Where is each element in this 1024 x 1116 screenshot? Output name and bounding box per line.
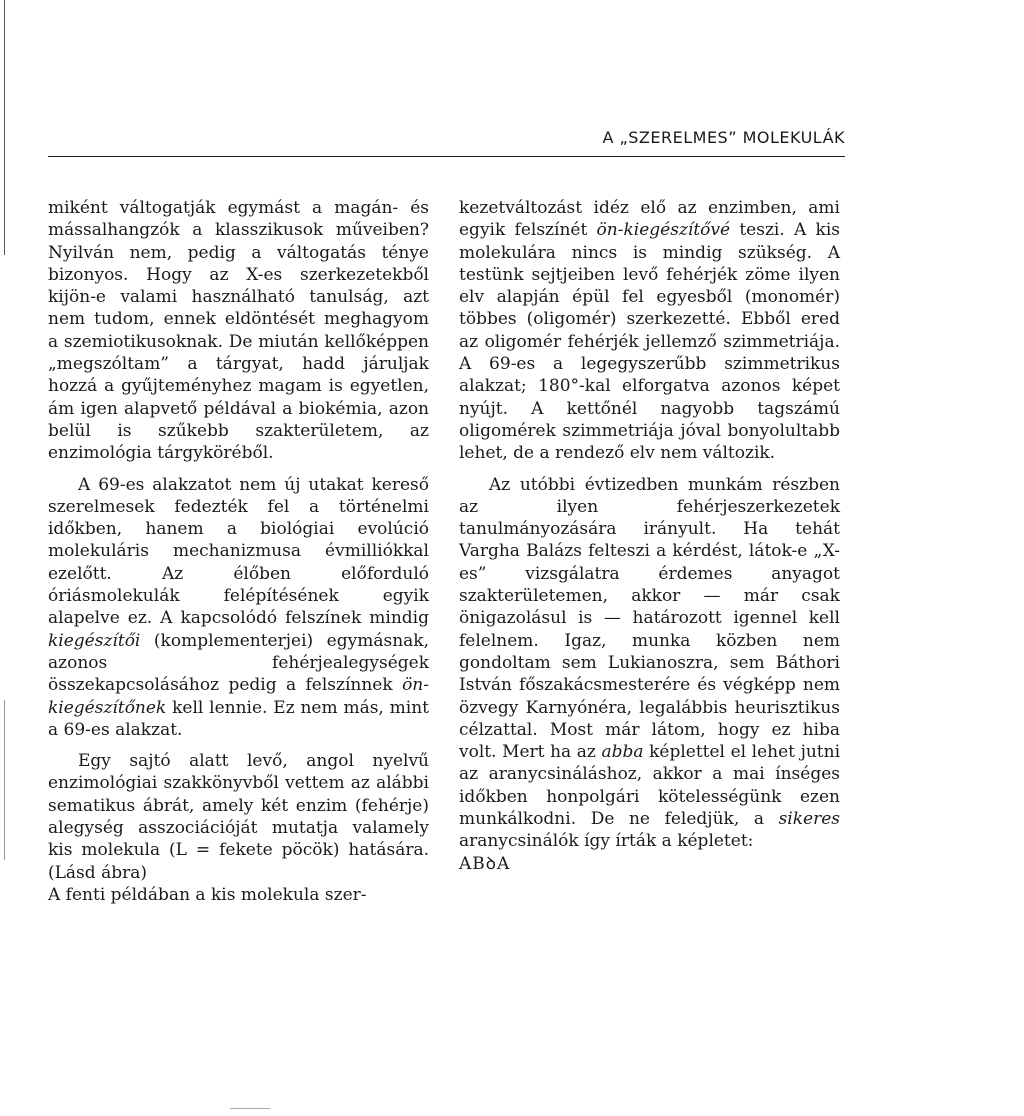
paragraph: A fenti példában a kis molekula szer- bbox=[48, 884, 367, 905]
page-edge-line bbox=[4, 0, 5, 255]
text-run: kezetváltozást idéz elő az enzimben, ami egyik felszínét bbox=[459, 198, 840, 241]
text-run: Az utóbbi évtizedben munkám részben az ilyen fehérjeszerkezetek tanulmányozására irányult. Ha tehát Vargha Balázs felteszi a kérdést, látok-e „X-es” vizsgálatra érdemes anyagot szakterületemen, akkor — már csak önigazolásul is — határozott igennel kell felelnem. Igaz, munka közben nem gondoltam sem Lukianoszra, sem Báthori István főszakácsmesterére és végképp nem özvegy Karnyónéra, legalábbis heurisztikus célzattal. Most már látom, hogy ez hiba volt. Mert ha az bbox=[459, 474, 840, 763]
left-column bbox=[48, 197, 429, 915]
text-run: képlettel el lehet jutni az aranycsináláshoz, akkor a mai ínséges időkben honpolgári kötelességünk ezen munkálkodni. De ne feledjük, a bbox=[459, 742, 841, 830]
text-run: A 69-es alakzatot nem új utakat kereső szerelmesek fedezték fel a történelmi időkben, hanem a biológiai evolúció molekuláris mechanizmusa évmilliókkal ezelőtt. Az élőben előforduló óriásmolekulák felépítésének egyik alapelve ez. A kapcsolódó felszínek mindig bbox=[48, 474, 429, 629]
emphasis-text: sikeres bbox=[778, 809, 840, 830]
emphasis-text: ön-kiegészítőnek bbox=[48, 675, 429, 718]
emphasis-text: kiegészítői bbox=[48, 630, 141, 651]
paragraph bbox=[459, 474, 840, 875]
text-run: kell lennie. Ez nem más, mint a 69-es alakzat. bbox=[48, 697, 429, 740]
running-head: A „SZERELMES” MOLEKULÁK bbox=[602, 128, 845, 147]
paragraph: Egy sajtó alatt levő, angol nyelvű enzimológiai szakkönyvből vettem az alábbi sematikus ábrát, amely két enzim (fehérje) alegység asszociációját mutatja valamely kis molekula (L = fekete pöcök) hatására. (Lásd ábra) bbox=[48, 751, 429, 883]
emphasis-text: ön-kiegészítővé bbox=[596, 220, 731, 241]
bottom-mark bbox=[230, 1108, 270, 1111]
paragraph bbox=[459, 197, 840, 465]
paragraph bbox=[48, 474, 429, 742]
paragraph: miként váltogatják egymást a magán- és mássalhangzók a klasszikusok műveiben? Nyilván nem, pedig a váltogatás ténye bizonyos. Hogy az X-es szerkezetekből kijön-e valami használható tanulság, azt nem tudom, ennek eldöntését meghagyom a szemiotikusoknak. De miután kellőképpen „megszóltam” a tárgyat, hadd járuljak hozzá a gyűjteményhez magam is egyetlen, ám igen alapvető példával a biokémia, azon belül is szűkebb szakterületem, az enzimológia tárgyköréből. bbox=[48, 198, 429, 464]
text-run: teszi. A kis molekulára nincs is mindig szükség. A testünk sejtjeiben levő fehérjék zöme ilyen elv alapján épül fel egyesből (monomér) többes (oligomér) szerkezetté. Ebből ered az oligomér fehérjék jellemző szimmetriája. A 69-es a legegyszerűbb szimmetrikus alakzat; 180°-kal elforgatva azonos képet nyújt. A kettőnél nagyobb tagszámú oligomérek szimmetriája jóval bonyolultabb lehet, de a rendező elv nem változik. bbox=[459, 220, 840, 464]
page-edge-line-lower bbox=[4, 700, 5, 860]
text-run: aranycsinálók így írták a képletet: bbox=[459, 831, 754, 852]
right-column bbox=[459, 197, 840, 884]
header-rule bbox=[48, 156, 845, 157]
formula: ABꝺA bbox=[459, 853, 511, 874]
emphasis-text: abba bbox=[601, 742, 644, 763]
text-run: (komplementerjei) egymásnak, azonos fehérjealegységek összekapcsolásához pedig a felszínnek bbox=[48, 630, 429, 696]
